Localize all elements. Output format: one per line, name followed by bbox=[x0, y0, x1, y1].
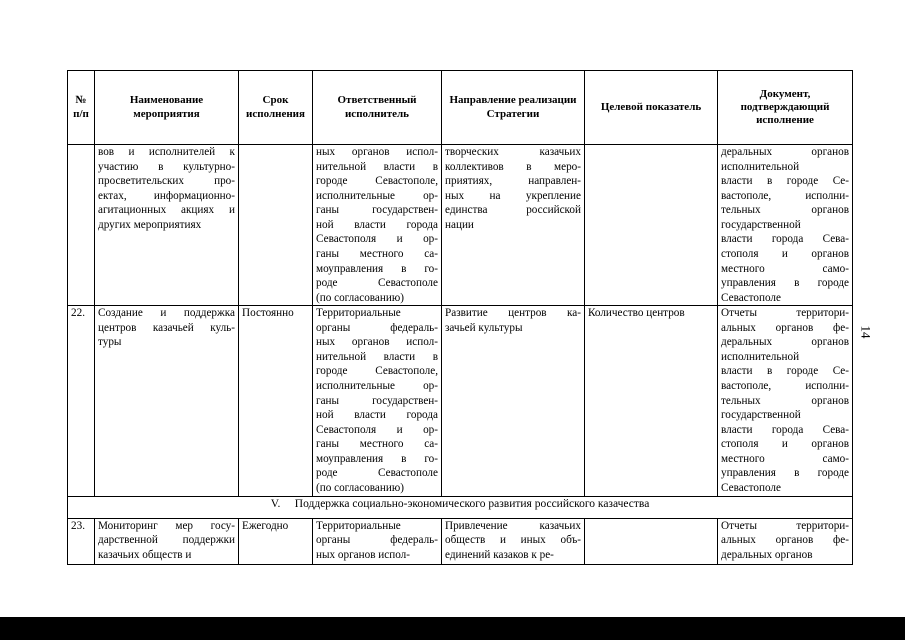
cell-num: 22. bbox=[68, 306, 95, 496]
cell-line: ектах, информационно- bbox=[98, 189, 235, 202]
cell-line: стополя и органов bbox=[721, 438, 849, 451]
cell-line: исполнительной bbox=[721, 160, 800, 173]
cell-document bbox=[718, 306, 853, 496]
cell-document bbox=[718, 145, 853, 306]
cell-line: органы федераль- bbox=[316, 321, 438, 334]
cell-line: казачьих обществ и bbox=[98, 548, 192, 561]
header-responsible: Ответственный исполнитель bbox=[313, 71, 442, 145]
cell-num bbox=[68, 145, 95, 306]
cell-line: управления в городе bbox=[721, 467, 849, 480]
cell-line: ганы местного са- bbox=[316, 438, 438, 451]
cell-line: Мониторинг мер госу- bbox=[98, 519, 235, 532]
cell-responsible bbox=[313, 518, 442, 564]
cell-line: участию в культурно- bbox=[98, 160, 235, 173]
cell-line: роде Севастополе bbox=[316, 277, 438, 290]
cell-line: Севастополя и ор- bbox=[316, 423, 438, 436]
cell-line: ных органов испол- bbox=[316, 146, 438, 158]
cell-line: деральных органов bbox=[721, 548, 813, 561]
header-target: Целевой показатель bbox=[585, 71, 718, 145]
cell-line: нительной власти в bbox=[316, 350, 438, 363]
cell-line: Отчеты территори- bbox=[721, 519, 849, 532]
cell-line: Привлечение казачьих bbox=[445, 519, 581, 532]
cell-line: творческих казачьих bbox=[445, 146, 581, 158]
cell-line: исполнительные ор- bbox=[316, 380, 438, 392]
cell-line: просветительских про- bbox=[98, 175, 235, 188]
cell-line: альных органов фе- bbox=[721, 321, 849, 334]
cell-line: местного само- bbox=[721, 452, 849, 465]
cell-line: центров казачьей куль- bbox=[98, 321, 235, 334]
cell-line: ганы государствен- bbox=[316, 394, 438, 407]
cell-line: государственной bbox=[721, 218, 801, 231]
cell-direction bbox=[442, 145, 585, 306]
section-heading-row bbox=[68, 496, 853, 518]
page-number: 14 bbox=[858, 325, 874, 339]
cell-line: (по согласованию) bbox=[316, 481, 404, 494]
cell-line: власти города Сева- bbox=[721, 233, 849, 246]
cell-line: нации bbox=[445, 218, 474, 231]
section-heading bbox=[68, 496, 853, 518]
cell-line: Территориальные bbox=[316, 307, 401, 320]
cell-line: (по согласованию) bbox=[316, 291, 404, 304]
cell-line: обществ и иных объ- bbox=[445, 534, 581, 547]
cell-line: исполнительные ор- bbox=[316, 189, 438, 202]
header-name: Наименование мероприятия bbox=[95, 71, 239, 145]
cell-responsible bbox=[313, 145, 442, 306]
cell-line: Севастополя и ор- bbox=[316, 233, 438, 246]
cell-line: нительной власти в bbox=[316, 160, 438, 173]
cell-line: вастополе, исполни- bbox=[721, 189, 849, 202]
cell-line: Севастополе bbox=[721, 481, 781, 494]
header-term: Срок исполнения bbox=[239, 71, 313, 145]
cell-line: ных органов испол- bbox=[316, 336, 438, 349]
cell-line: исполнительной bbox=[721, 350, 800, 363]
cell-line: зачьей культуры bbox=[445, 321, 523, 334]
cell-name bbox=[95, 518, 239, 564]
cell-line: моуправления в го- bbox=[316, 452, 438, 465]
cell-name bbox=[95, 306, 239, 496]
cell-line: вастополе, исполни- bbox=[721, 380, 849, 392]
cell-line: тельных органов bbox=[721, 204, 849, 217]
cell-line: туры bbox=[98, 336, 122, 349]
cell-responsible bbox=[313, 306, 442, 496]
cell-line: ганы государствен- bbox=[316, 204, 438, 217]
header-num: № п/п bbox=[68, 71, 95, 145]
cell-line: ных на укрепление bbox=[445, 189, 581, 202]
section-title: Поддержка социально-экономического развития российского казачества bbox=[294, 497, 650, 510]
cell-document bbox=[718, 518, 853, 564]
cell-line: агитационных акциях и bbox=[98, 204, 235, 217]
measures-table bbox=[67, 70, 853, 565]
cell-line: стополя и органов bbox=[721, 247, 849, 260]
cell-line: ной власти города bbox=[316, 409, 438, 422]
cell-line: вов и исполнителей к bbox=[98, 146, 235, 158]
cell-line: ных органов испол- bbox=[316, 548, 410, 561]
cell-line: управления в городе bbox=[721, 277, 849, 290]
cell-line: дарственной поддержки bbox=[98, 534, 235, 547]
header-document: Документ, подтверждающий исполнение bbox=[718, 71, 853, 145]
table-row-23 bbox=[68, 518, 853, 564]
cell-line: государственной bbox=[721, 409, 801, 422]
table-row-continued bbox=[68, 145, 853, 306]
cell-line: коллективов в меро- bbox=[445, 160, 581, 173]
cell-line: деральных органов bbox=[721, 336, 849, 349]
cell-line: Отчеты территори- bbox=[721, 307, 849, 320]
cell-line: Развитие центров ка- bbox=[445, 307, 581, 320]
cell-direction bbox=[442, 306, 585, 496]
cell-target bbox=[585, 518, 718, 564]
cell-line: власти города Сева- bbox=[721, 423, 849, 436]
cell-num: 23. bbox=[68, 518, 95, 564]
cell-line: других мероприятиях bbox=[98, 218, 202, 231]
cell-term bbox=[239, 145, 313, 306]
cell-line: органы федераль- bbox=[316, 534, 438, 547]
cell-line: альных органов фе- bbox=[721, 534, 849, 547]
cell-line: городе Севастополе, bbox=[316, 365, 438, 378]
cell-term: Постоянно bbox=[239, 306, 313, 496]
cell-target: Количество центров bbox=[585, 306, 718, 496]
header-direction: Направление реализации Стратегии bbox=[442, 71, 585, 145]
section-numeral: V. bbox=[270, 497, 281, 510]
cell-line: власти в городе Се- bbox=[721, 175, 849, 188]
scan-bottom-border bbox=[0, 617, 905, 640]
cell-line: ганы местного са- bbox=[316, 247, 438, 260]
cell-line: моуправления в го- bbox=[316, 262, 438, 275]
cell-line: Создание и поддержка bbox=[98, 307, 235, 320]
cell-target bbox=[585, 145, 718, 306]
cell-line: единства российской bbox=[445, 204, 581, 217]
cell-line: городе Севастополе, bbox=[316, 175, 438, 188]
cell-line: власти в городе Се- bbox=[721, 365, 849, 378]
cell-direction bbox=[442, 518, 585, 564]
table-header-row bbox=[68, 71, 853, 145]
cell-line: Севастополе bbox=[721, 291, 781, 304]
cell-line: Территориальные bbox=[316, 519, 401, 532]
table-row-22 bbox=[68, 306, 853, 496]
cell-line: деральных органов bbox=[721, 146, 849, 158]
cell-line: приятиях, направлен- bbox=[445, 175, 581, 188]
cell-line: ной власти города bbox=[316, 218, 438, 231]
cell-line: роде Севастополе bbox=[316, 467, 438, 480]
cell-term: Ежегодно bbox=[239, 518, 313, 564]
cell-line: местного само- bbox=[721, 262, 849, 275]
cell-line: единений казаков к ре- bbox=[445, 548, 554, 561]
cell-line: тельных органов bbox=[721, 394, 849, 407]
cell-name bbox=[95, 145, 239, 306]
